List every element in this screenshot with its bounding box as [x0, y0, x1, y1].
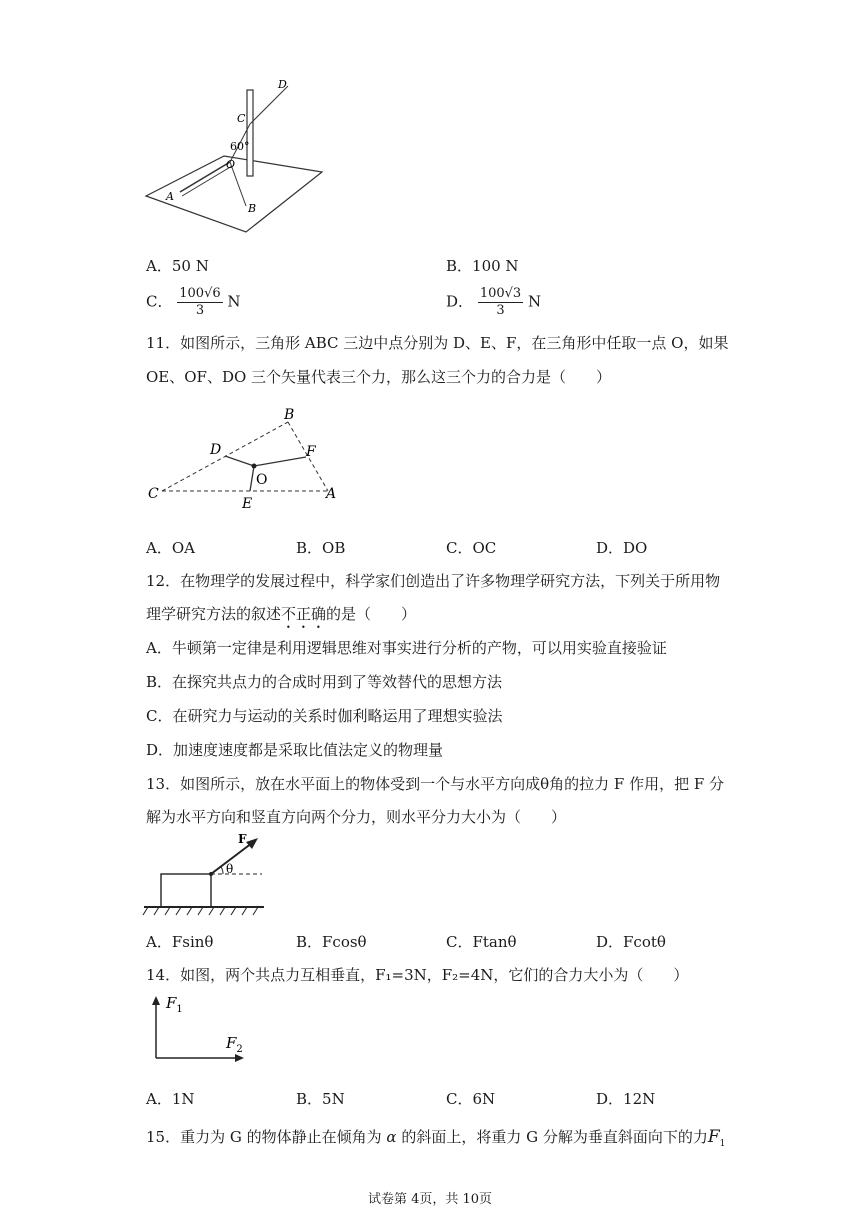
q10-option-c	[146, 286, 241, 319]
q10-option-d-fraction	[478, 286, 523, 319]
q11-line1: 11．如图所示，三角形 ABC 三边中点分别为 D、E、F，在三角形中任取一点 O，如果	[146, 334, 729, 352]
q11-label-o: O	[256, 472, 268, 488]
q12-emphasis: 不正确	[281, 605, 327, 623]
q13-label-theta: θ	[226, 862, 234, 876]
q10-option-b: B．100 N	[446, 257, 519, 275]
q10-label-d: D	[278, 78, 287, 91]
q14-f1-arrowhead	[152, 996, 160, 1005]
q14-label-f1-main: F	[166, 994, 177, 1012]
q10-option-c-unit: N	[227, 292, 241, 311]
q13-line2: 解为水平方向和竖直方向两个分力，则水平分力大小为（ ）	[146, 808, 567, 826]
q15-alpha: α	[386, 1128, 397, 1146]
q10-label-angle: 60°	[230, 140, 250, 153]
q11-option-b: B．OB	[296, 539, 346, 557]
q10-label-b: B	[248, 202, 257, 215]
q12-line2-start: 理学研究方法的叙述	[146, 605, 282, 623]
q14-label-f2-main: F	[226, 1034, 237, 1052]
q10-option-d-prefix: D．	[446, 292, 474, 311]
q14-option-c: C．6N	[446, 1090, 496, 1108]
q10-option-d-den: 3	[496, 303, 505, 318]
q12-line2-end: 的是（ ）	[326, 605, 417, 623]
q10-pole	[247, 90, 253, 176]
q13-option-d: D．Fcotθ	[596, 933, 666, 951]
q11-vector-oe	[250, 466, 254, 491]
q10-rope-cd	[250, 86, 288, 124]
q11-option-c: C．OC	[446, 539, 497, 557]
q13-line1: 13．如图所示，放在水平面上的物体受到一个与水平方向成θ角的拉力 F 作用，把 F 分	[146, 775, 725, 793]
q12-option-d: D．加速度速度都是采取比值法定义的物理量	[146, 741, 444, 759]
q10-rod-oa2	[182, 166, 232, 196]
q11-label-e: E	[242, 496, 253, 512]
q10-figure	[140, 72, 330, 242]
q11-label-b: B	[284, 407, 295, 423]
q10-option-a: A．50 N	[146, 257, 209, 275]
q14-label-f2	[225, 1034, 243, 1055]
q10-label-a: A	[166, 190, 174, 203]
q10-option-c-fraction	[177, 286, 222, 319]
q12-option-c: C．在研究力与运动的关系时伽利略运用了理想实验法	[146, 707, 503, 725]
q11-option-d: D．DO	[596, 539, 648, 557]
q13-option-a: A．Fsinθ	[146, 933, 214, 951]
q13-angle-arc	[221, 867, 223, 874]
q13-figure	[140, 830, 270, 920]
q15-line1-start: 15．重力为 G 的物体静止在倾角为	[146, 1128, 382, 1146]
q13-block	[161, 874, 211, 907]
q12-option-b: B．在探究共点力的合成时用到了等效替代的思想方法	[146, 673, 503, 691]
q14-label-f1	[165, 994, 183, 1015]
q11-label-a: A	[326, 486, 337, 502]
q13-ground-hatch	[143, 907, 258, 915]
q14-option-b: B．5N	[296, 1090, 345, 1108]
q10-label-c: C	[237, 112, 246, 125]
q10-option-c-num: 100√6	[179, 286, 221, 301]
q11-label-c: C	[148, 486, 159, 502]
q11-figure	[140, 402, 350, 514]
q12-option-a: A．牛顿第一定律是利用逻辑思维对事实进行分析的产物，可以用实验直接验证	[146, 639, 667, 657]
q14-label-f2-sub: 2	[236, 1044, 243, 1055]
q13-point	[209, 872, 213, 876]
q10-option-c-prefix: C．	[146, 292, 173, 311]
q15-line1-end: 的斜面上，将重力 G 分解为垂直斜面向下的力	[401, 1128, 708, 1146]
q13-option-b: B．Fcosθ	[296, 933, 367, 951]
q10-option-d-unit: N	[527, 292, 542, 311]
q14-option-d: D．12N	[596, 1090, 656, 1108]
q11-line2: OE、OF、DO 三个矢量代表三个力，那么这三个力的合力是（ ）	[146, 368, 612, 386]
page-footer: 试卷第 4页，共 10页	[367, 1192, 493, 1207]
q14-option-a: A．1N	[146, 1090, 195, 1108]
q15-f1: F	[707, 1127, 720, 1147]
q14-line1: 14．如图，两个共点力互相垂直，F₁=3N，F₂=4N，它们的合力大小为（ ）	[146, 966, 689, 984]
q12-line1: 12．在物理学的发展过程中，科学家们创造出了许多物理学研究方法，下列关于所用物	[146, 572, 721, 590]
q10-label-o: O	[226, 158, 236, 171]
q10-option-d-num: 100√3	[479, 286, 522, 301]
q10-option-d	[446, 286, 541, 319]
q15-line1	[146, 1126, 725, 1149]
q11-vector-od	[225, 456, 254, 466]
q15-f1-sub: 1	[719, 1139, 726, 1149]
q11-option-a: A．OA	[146, 539, 195, 557]
q12-line2	[146, 603, 416, 632]
q11-label-d: D	[210, 442, 222, 458]
q13-option-c: C．Ftanθ	[446, 933, 517, 951]
q14-f2-arrowhead	[235, 1054, 244, 1062]
q11-label-f: F	[306, 444, 316, 460]
q10-rod-oa	[180, 162, 230, 192]
q14-figure	[140, 990, 260, 1065]
q11-point-o	[252, 464, 257, 469]
q11-vector-of	[254, 457, 306, 466]
q10-option-c-den: 3	[195, 303, 205, 318]
q14-label-f1-sub: 1	[176, 1004, 183, 1015]
q13-label-f: F	[238, 832, 247, 846]
